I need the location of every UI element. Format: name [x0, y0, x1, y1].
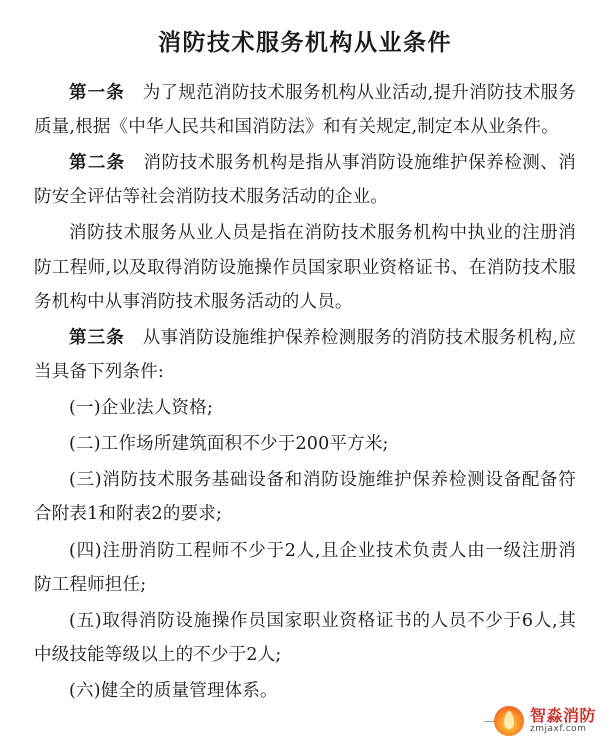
list-item-5 — [34, 604, 576, 672]
paragraph-spacer — [125, 328, 143, 348]
watermark — [494, 706, 596, 736]
watermark-site: zmjaxf.com — [529, 723, 587, 734]
list-item-text: (三)消防技术服务基础设备和消防设施维护保养检测设备配备符合附表1和附表2的要求; — [34, 470, 576, 525]
list-item-text: (二)工作场所建筑面积不少于200平方米; — [69, 434, 389, 455]
paragraph-text: 为了规范消防技术服务机构从业活动,提升消防技术服务质量,根据《中华人民共和国消防法》和有关规定,制定本从业条件。 — [34, 82, 577, 138]
paragraph-lead: 第二条 — [69, 153, 126, 174]
paragraph-text: 消防技术服务从业人员是指在消防技术服务机构中执业的注册消防工程师,以及取得消防设施操作员国家职业资格证书、在消防技术服务机构中从事消防技术服务活动的人员。 — [34, 223, 576, 312]
paragraph-article-2 — [34, 146, 576, 214]
list-item-text: (六)健全的质量管理体系。 — [69, 681, 278, 702]
flame-icon — [494, 706, 524, 736]
paragraph-article-3 — [34, 321, 576, 389]
paragraph-text: 从事消防设施维护保养检测服务的消防技术服务机构,应当具备下列条件: — [34, 327, 577, 382]
list-item-text: (五)取得消防设施操作员国家职业资格证书的人员不少于6人,其中级技能等级以上的不少于2人; — [34, 610, 576, 665]
paragraph-article-1 — [34, 76, 576, 144]
paragraph-spacer — [126, 153, 144, 173]
list-item-1 — [34, 391, 576, 425]
paragraph-spacer — [125, 83, 143, 103]
list-item-text: (一)企业法人资格; — [69, 398, 214, 419]
page-title: 消防技术服务机构从业条件 — [158, 29, 452, 56]
paragraph-lead: 第三条 — [69, 327, 125, 348]
list-item-2 — [34, 427, 576, 461]
list-item-text: (四)注册消防工程师不少于2人,且企业技术负责人由一级注册消防工程师担任; — [34, 540, 576, 595]
list-item-4 — [34, 534, 576, 602]
paragraph-text: 消防技术服务机构是指从事消防设施维护保养检测、消防安全评估等社会消防技术服务活动的企业。 — [34, 153, 576, 208]
paragraph-article-2-second — [34, 216, 576, 318]
watermark-brand: 智淼消防 — [529, 705, 596, 725]
paragraph-lead: 第一条 — [69, 82, 125, 103]
watermark-text — [529, 705, 596, 734]
list-item-6 — [34, 674, 576, 708]
list-item-3 — [34, 463, 576, 531]
